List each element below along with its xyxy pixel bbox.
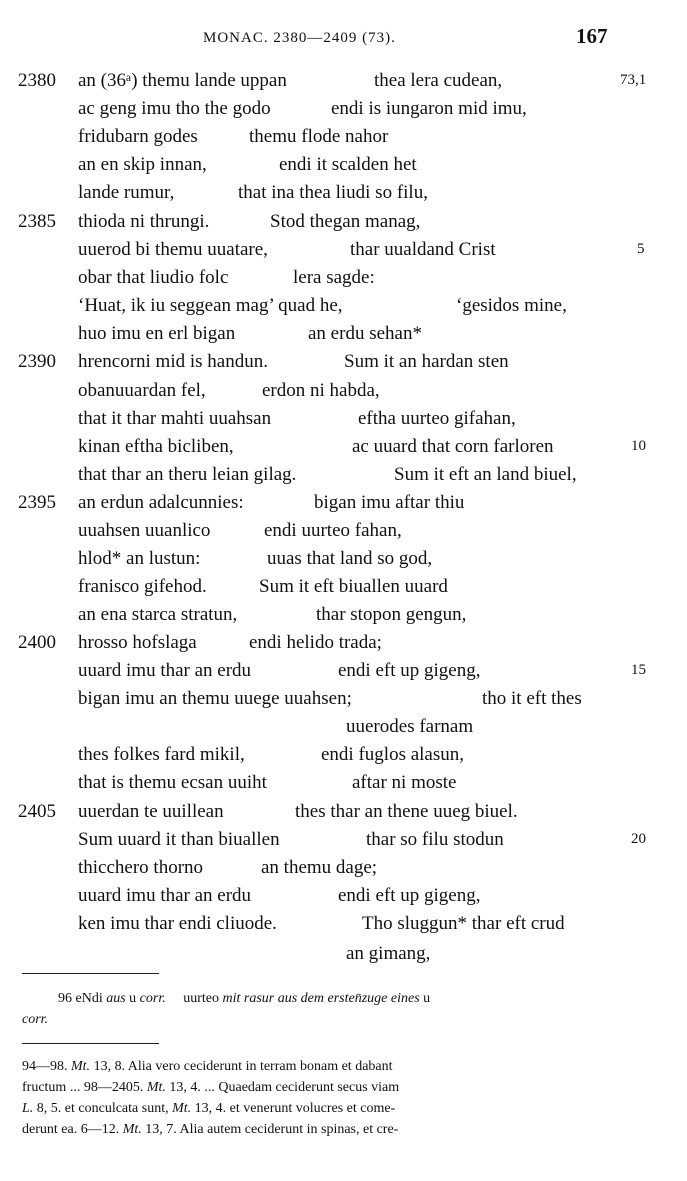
verse-half-b: endi helido trada; bbox=[249, 632, 382, 653]
source-ref: 94—98. bbox=[22, 1059, 68, 1074]
verse-half-a: ‘Huat, ik iu seggean mag’ quad he, bbox=[78, 295, 343, 316]
verse-line bbox=[0, 885, 687, 913]
verse-half-a: lande rumur, bbox=[78, 182, 175, 203]
apparatus-word: corr. bbox=[22, 1012, 49, 1027]
source-text: derunt ea. 6—12. bbox=[22, 1122, 120, 1137]
verse-continuation: uuerodes farnam bbox=[346, 716, 474, 737]
apparatus-ref: 96 bbox=[58, 991, 72, 1006]
verse-line bbox=[0, 436, 687, 464]
verse-line bbox=[0, 913, 687, 941]
verse-half-a: that is themu ecsan uuiht bbox=[78, 772, 267, 793]
verse-line bbox=[0, 520, 687, 548]
verse-half-b: endi it scalden het bbox=[279, 154, 417, 175]
verse-half-a: thicchero thorno bbox=[78, 857, 204, 878]
verse-half-b: Stod thegan manag, bbox=[270, 211, 421, 232]
verse-line bbox=[0, 688, 687, 716]
source-text: 13, 4. ... Quaedam ceciderunt secus viam bbox=[169, 1080, 400, 1095]
page-header bbox=[0, 24, 687, 52]
line-number: 2400 bbox=[18, 632, 56, 653]
verse-line bbox=[0, 744, 687, 772]
verse-half-b: thar so filu stodun bbox=[366, 829, 504, 850]
verse-half-a: hlod* an lustun: bbox=[78, 548, 201, 569]
verse-line bbox=[0, 182, 687, 210]
textual-apparatus bbox=[22, 988, 622, 1030]
line-number: 2385 bbox=[18, 211, 56, 232]
apparatus-word: mit rasur aus dem ersten̄zuge eines bbox=[222, 991, 420, 1006]
verse-line bbox=[0, 801, 687, 829]
verse-half-a: Sum uuard it than biuallen bbox=[78, 829, 280, 850]
verse-half-a: bigan imu an themu uuege uuahsen; bbox=[78, 688, 352, 709]
verse-line bbox=[0, 70, 687, 98]
margin-line-ref: 20 bbox=[631, 831, 646, 847]
verse-half-a: uuerod bi themu uuatare, bbox=[78, 239, 268, 260]
margin-line-ref: 5 bbox=[637, 241, 645, 257]
apparatus-word: corr. bbox=[139, 991, 166, 1006]
apparatus-word: aus bbox=[106, 991, 126, 1006]
apparatus-word: uurteo bbox=[183, 991, 219, 1006]
verse-half-a: ac geng imu tho the godo bbox=[78, 98, 271, 119]
verse-continuation: an gimang, bbox=[346, 943, 431, 964]
verse-half-b: endi is iungaron mid imu, bbox=[331, 98, 527, 119]
verse-half-b: aftar ni moste bbox=[352, 772, 457, 793]
verse-half-b: thes thar an thene uueg biuel. bbox=[295, 801, 518, 822]
verse-half-a: thioda ni thrungi. bbox=[78, 211, 210, 232]
line-number: 2380 bbox=[18, 70, 56, 91]
source-text: 13, 4. et venerunt volucres et come- bbox=[194, 1101, 396, 1116]
verse-line bbox=[0, 492, 687, 520]
source-text: fructum ... 98—2405. bbox=[22, 1080, 144, 1095]
verse-half-b: themu flode nahor bbox=[249, 126, 389, 147]
line-number: 2405 bbox=[18, 801, 56, 822]
verse-half-b: endi eft up gigeng, bbox=[338, 660, 481, 681]
margin-line-ref: 73,1 bbox=[620, 72, 647, 88]
apparatus-word: u bbox=[423, 991, 431, 1006]
verse-line bbox=[0, 408, 687, 436]
verse-half-a: that it thar mahti uuahsan bbox=[78, 408, 272, 429]
verse-half-a: fridubarn godes bbox=[78, 126, 198, 147]
source-ref: L. bbox=[22, 1101, 34, 1116]
verse-line bbox=[0, 154, 687, 182]
verse-line bbox=[0, 632, 687, 660]
running-title: MONAC. 2380—2409 (73). bbox=[203, 30, 396, 46]
verse-half-b: that ina thea liudi so filu, bbox=[238, 182, 428, 203]
verse-half-a: uuard imu thar an erdu bbox=[78, 885, 252, 906]
verse-half-a: obar that liudio folc bbox=[78, 267, 229, 288]
verse-half-a: an ena starca stratun, bbox=[78, 604, 238, 625]
verse-line bbox=[0, 98, 687, 126]
line-number: 2390 bbox=[18, 351, 56, 372]
verse-half-b: tho it eft thes bbox=[482, 688, 582, 709]
verse-line bbox=[0, 604, 687, 632]
verse-line bbox=[0, 239, 687, 267]
verse-half-b: Tho sluggun* thar eft crud bbox=[362, 913, 565, 934]
verse-half-b: ac uuard that corn farloren bbox=[352, 436, 554, 457]
verse-line bbox=[0, 295, 687, 323]
verse-half-a: thes folkes fard mikil, bbox=[78, 744, 245, 765]
margin-line-ref: 15 bbox=[631, 662, 646, 678]
verse-line bbox=[0, 211, 687, 239]
verse-half-b: Sum it eft biuallen uuard bbox=[259, 576, 448, 597]
verse-line bbox=[0, 548, 687, 576]
source-text: 13, 8. Alia vero ceciderunt in terram bonam et dabant bbox=[93, 1059, 393, 1074]
verse-half-a: hrosso hofslaga bbox=[78, 632, 197, 653]
verse-half-a: kinan eftha bicliben, bbox=[78, 436, 234, 457]
verse-half-b: endi eft up gigeng, bbox=[338, 885, 481, 906]
verse-line bbox=[0, 576, 687, 604]
verse-half-a: ken imu thar endi cliuode. bbox=[78, 913, 277, 934]
verse-half-a: that thar an theru leian gilag. bbox=[78, 464, 297, 485]
verse-half-b: thar stopon gengun, bbox=[316, 604, 467, 625]
verse-half-a: an erdun adalcunnies: bbox=[78, 492, 244, 513]
verse-half-b: an erdu sehan* bbox=[308, 323, 422, 344]
apparatus-word: eNdi bbox=[75, 991, 103, 1006]
verse-half-b: lera sagde: bbox=[293, 267, 375, 288]
verse-half-b: endi fuglos alasun, bbox=[321, 744, 465, 765]
verse-half-b: uuas that land so god, bbox=[267, 548, 433, 569]
verse-line bbox=[0, 857, 687, 885]
margin-line-ref: 10 bbox=[631, 438, 646, 454]
verse-half-b: an themu dage; bbox=[261, 857, 378, 878]
verse-line bbox=[0, 772, 687, 800]
verse-half-a: uuerdan te uuillean bbox=[78, 801, 224, 822]
verse-half-a: an (36ᵃ) themu lande uppan bbox=[78, 70, 287, 91]
verse-half-b: endi uurteo fahan, bbox=[264, 520, 402, 541]
verse-half-a: obanuuardan fel, bbox=[78, 380, 206, 401]
line-number: 2395 bbox=[18, 492, 56, 513]
footnote-rule bbox=[22, 1043, 159, 1044]
verse-half-a: uuard imu thar an erdu bbox=[78, 660, 252, 681]
verse-half-b: erdon ni habda, bbox=[262, 380, 380, 401]
verse-half-a: huo imu en erl bigan bbox=[78, 323, 236, 344]
verse-half-b: thea lera cudean, bbox=[374, 70, 503, 91]
source-text: 13, 7. Alia autem ceciderunt in spinas, et cre- bbox=[145, 1122, 399, 1137]
verse-half-b: eftha uurteo gifahan, bbox=[358, 408, 516, 429]
verse-half-b: bigan imu aftar thiu bbox=[314, 492, 465, 513]
page-number: 167 bbox=[576, 24, 608, 48]
verse-half-a: hrencorni mid is handun. bbox=[78, 351, 268, 372]
source-notes bbox=[22, 1056, 622, 1140]
source-ref: Mt. bbox=[71, 1059, 91, 1074]
verse-half-a: uuahsen uuanlico bbox=[78, 520, 211, 541]
source-ref: Mt. bbox=[146, 1080, 166, 1095]
verse-half-b: thar uualdand Crist bbox=[350, 239, 496, 260]
verse-half-a: franisco gifehod. bbox=[78, 576, 207, 597]
verse-line bbox=[0, 351, 687, 379]
apparatus-word: u bbox=[129, 991, 137, 1006]
verse-half-a: an en skip innan, bbox=[78, 154, 207, 175]
source-ref: Mt. bbox=[172, 1101, 192, 1116]
source-text: 8, 5. et conculcata sunt, bbox=[36, 1101, 169, 1116]
verse-line bbox=[0, 323, 687, 351]
verse-line bbox=[0, 126, 687, 154]
verse-line bbox=[0, 464, 687, 492]
verse-half-b: ‘gesidos mine, bbox=[456, 295, 567, 316]
verse-half-b: Sum it an hardan sten bbox=[344, 351, 509, 372]
verse-line bbox=[0, 660, 687, 688]
verse-half-b: Sum it eft an land biuel, bbox=[394, 464, 577, 485]
source-ref: Mt. bbox=[122, 1122, 142, 1137]
verse-line bbox=[0, 267, 687, 295]
footnote-rule bbox=[22, 973, 159, 974]
verse-line bbox=[0, 380, 687, 408]
verse-line bbox=[0, 829, 687, 857]
